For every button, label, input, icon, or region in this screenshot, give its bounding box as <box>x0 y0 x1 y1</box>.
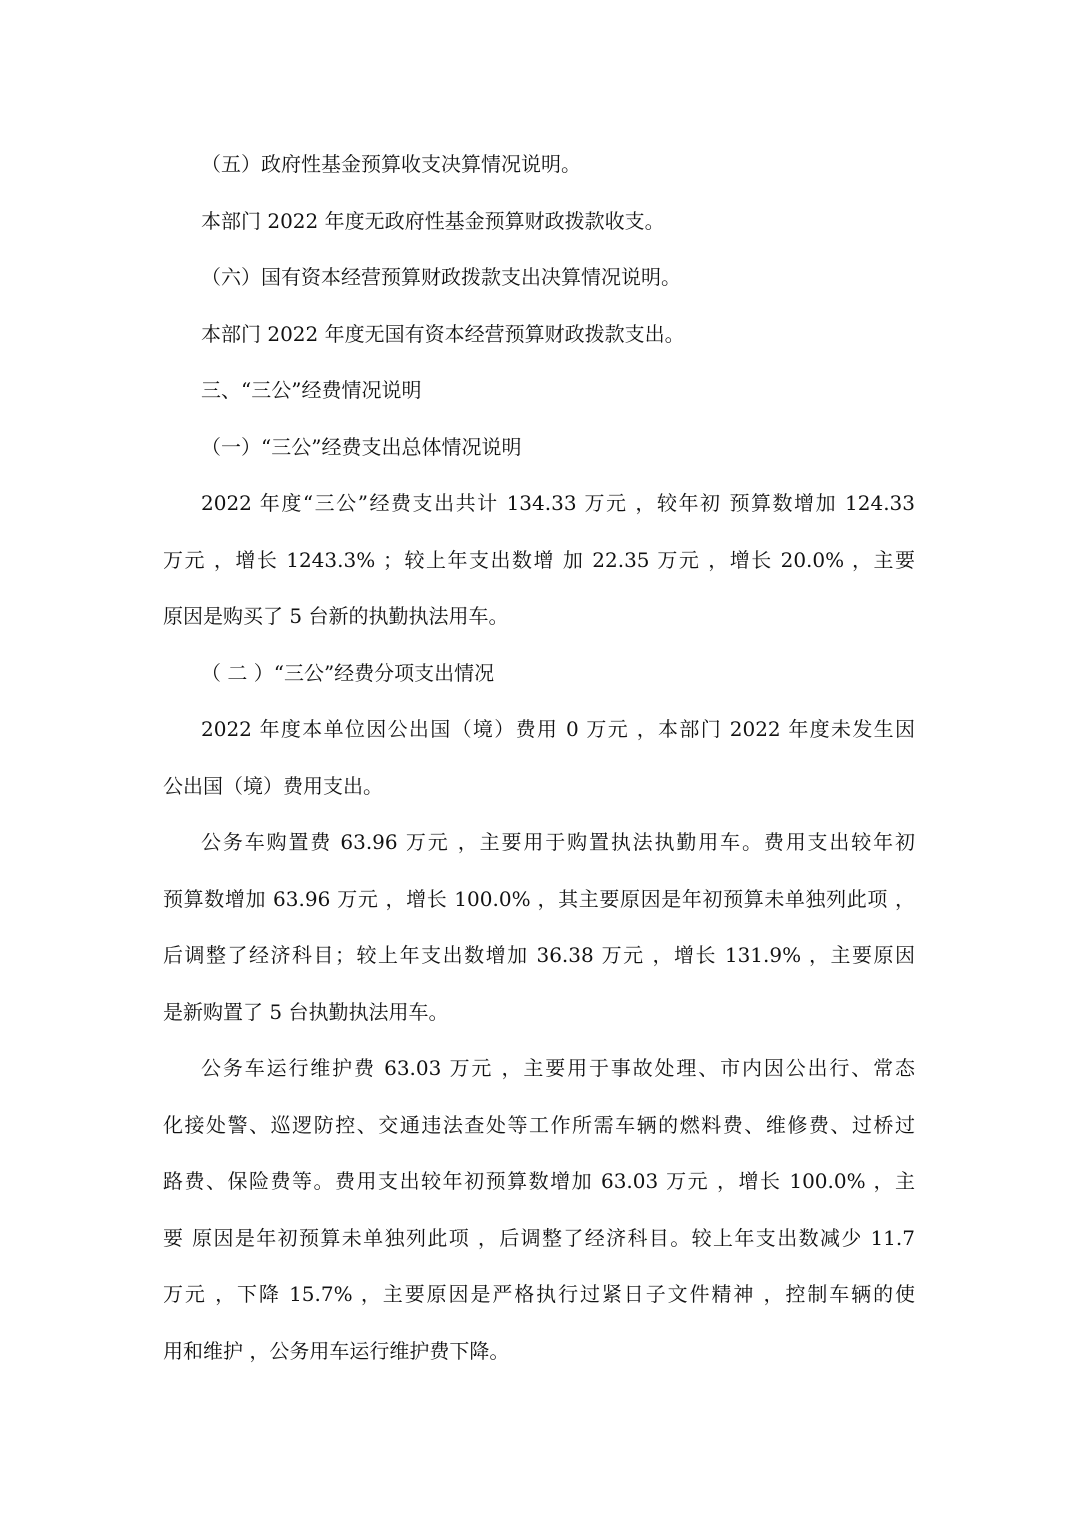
paragraph-line: 本部门 2022 年度无国有资本经营预算财政拨款支出。 <box>201 321 685 346</box>
paragraph-line: 路费、保险费等。费用支出较年初预算数增加 63.03 万元 ，增长 100.0% ，主 <box>163 1169 915 1193</box>
paragraph-line: 是新购置了 5 台执勤执法用车。 <box>163 999 449 1024</box>
paragraph-line: 万元 ，下降 15.7% ，主要原因是严格执行过紧日子文件精神 ，控制车辆的使 <box>163 1282 915 1306</box>
paragraph-line: 化接处警、巡逻防控、交通违法查处等工作所需车辆的燃料费、维修费、过桥过 <box>163 1112 915 1137</box>
subsection-heading-2: （ 二 ）“三公”经费分项支出情况 <box>201 660 495 685</box>
section-heading-6: （六）国有资本经营预算财政拨款支出决算情况说明。 <box>201 265 681 289</box>
section-heading-5: （五）政府性基金预算收支决算情况说明。 <box>201 152 581 176</box>
paragraph-line: 预算数增加 63.96 万元 ，增长 100.0% ，其主要原因是年初预算未单独列此项 ， <box>163 886 915 911</box>
paragraph-line: 公务车购置费 63.96 万元 ，主要用于购置执法执勤用车。费用支出较年初 <box>201 830 915 854</box>
paragraph-line: 本部门 2022 年度无政府性基金预算财政拨款收支。 <box>201 208 665 233</box>
paragraph-line: 公务车运行维护费 63.03 万元 ，主要用于事故处理、市内因公出行、常态 <box>201 1056 915 1080</box>
paragraph-line: 万元 ，增长 1243.3% ；较上年支出数增 加 22.35 万元 ，增长 20.0% ，主要 <box>163 547 915 572</box>
paragraph-line: 公出国（境）费用支出。 <box>163 773 383 798</box>
paragraph-line: 后调整了经济科目；较上年支出数增加 36.38 万元 ，增长 131.9% ，主要原因 <box>163 943 915 967</box>
subsection-heading-1: （一）“三公”经费支出总体情况说明 <box>201 434 522 459</box>
paragraph-line: 用和维护 ，公务用车运行维护费下降。 <box>163 1338 510 1363</box>
paragraph-line: 原因是购买了 5 台新的执勤执法用车。 <box>163 604 509 628</box>
paragraph-line: 2022 年度本单位因公出国（境）费用 0 万元 ，本部门 2022 年度未发生因 <box>201 717 915 741</box>
paragraph-line: 要 原因是年初预算未单独列此项 ，后调整了经济科目。较上年支出数减少 11.7 <box>163 1225 915 1250</box>
section-heading-three-public: 三、“三公”经费情况说明 <box>201 378 422 402</box>
document-page <box>163 136 915 1379</box>
paragraph-line: 2022 年度“三公”经费支出共计 134.33 万元 ，较年初 预算数增加 124.33 <box>201 491 915 515</box>
